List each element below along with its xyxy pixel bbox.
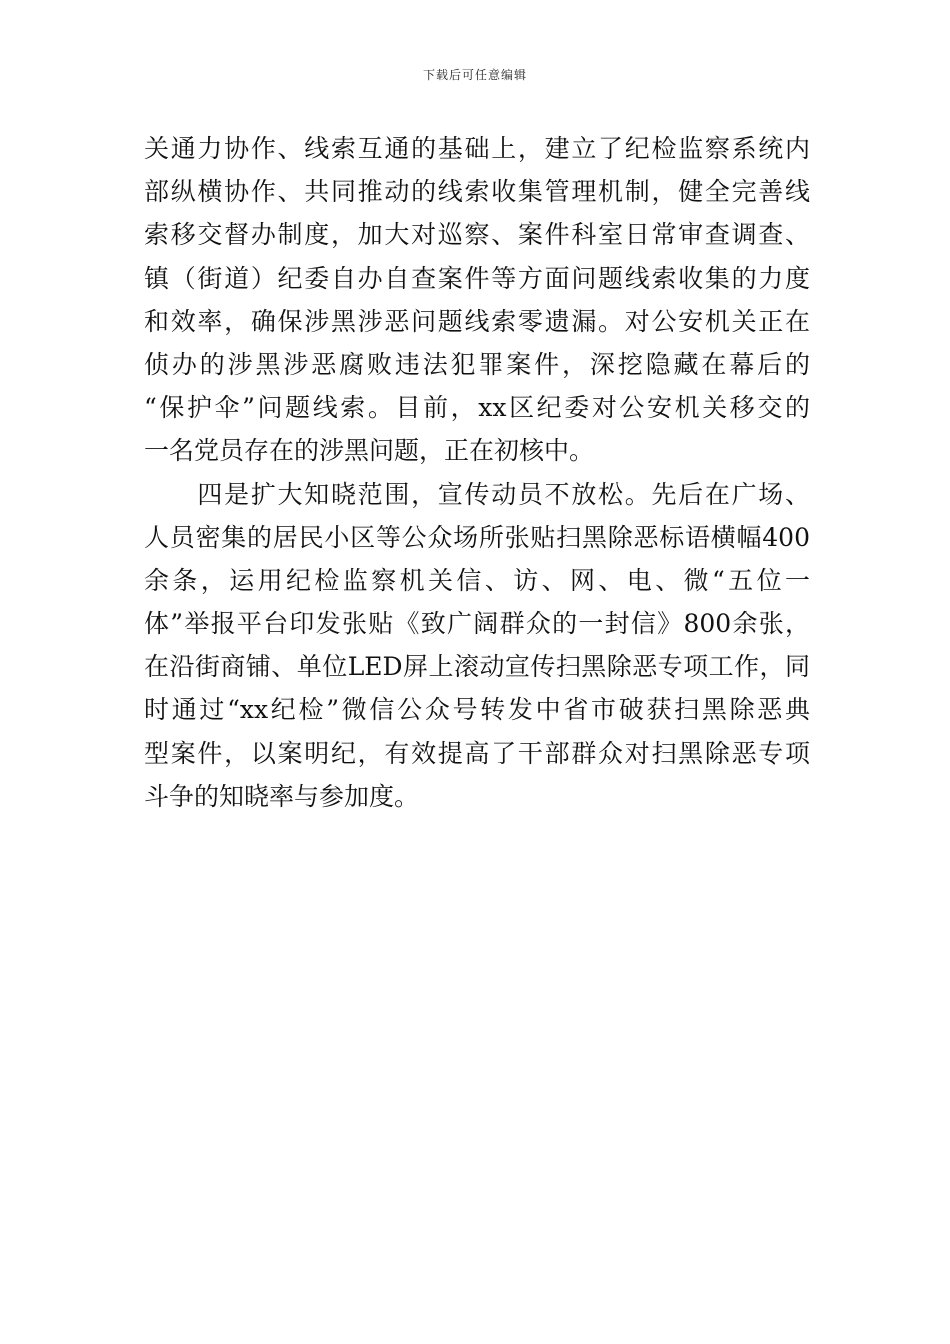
paragraph-1 — [144, 127, 810, 473]
text-line: 斗争的知晓率与参加度。 — [144, 781, 420, 811]
text-line: “保护伞”问题线索。目前，xx区纪委对公安机关移交的 — [144, 393, 810, 423]
text-line: 一名党员存在的涉黑问题，正在初核中。 — [144, 436, 595, 466]
text-line: 人员密集的居民小区等公众场所张贴扫黑除恶标语横幅400 — [144, 522, 810, 552]
text-line: 关通力协作、线索互通的基础上，建立了纪检监察系统内 — [144, 134, 810, 163]
paragraph-2 — [144, 473, 810, 819]
text-line: 型案件，以案明纪，有效提高了干部群众对扫黑除恶专项 — [144, 738, 810, 768]
text-line: 侦办的涉黑涉恶腐败违法犯罪案件，深挖隐藏在幕后的 — [144, 349, 810, 379]
text-line: 时通过“xx纪检”微信公众号转发中省市破获扫黑除恶典 — [144, 695, 810, 725]
text-line: 体”举报平台印发张贴《致广阔群众的一封信》800余张， — [144, 609, 810, 639]
header-note: 下载后可任意编辑 — [422, 68, 527, 82]
text-line: 镇（街道）纪委自办自查案件等方面问题线索收集的力度 — [144, 263, 810, 293]
text-line: 和效率，确保涉黑涉恶问题线索零遗漏。对公安机关正在 — [144, 306, 810, 336]
text-line: 索移交督办制度，加大对巡察、案件科室日常审查调查、 — [144, 220, 810, 250]
body-text — [144, 127, 810, 818]
text-line: 四是扩大知晓范围，宣传动员不放松。先后在广场、 — [144, 479, 810, 509]
text-line: 部纵横协作、共同推动的线索收集管理机制，健全完善线 — [144, 177, 810, 207]
text-line: 余条，运用纪检监察机关信、访、网、电、微“五位一 — [144, 565, 810, 595]
text-line: 在沿街商铺、单位LED屏上滚动宣传扫黑除恶专项工作，同 — [144, 652, 810, 682]
